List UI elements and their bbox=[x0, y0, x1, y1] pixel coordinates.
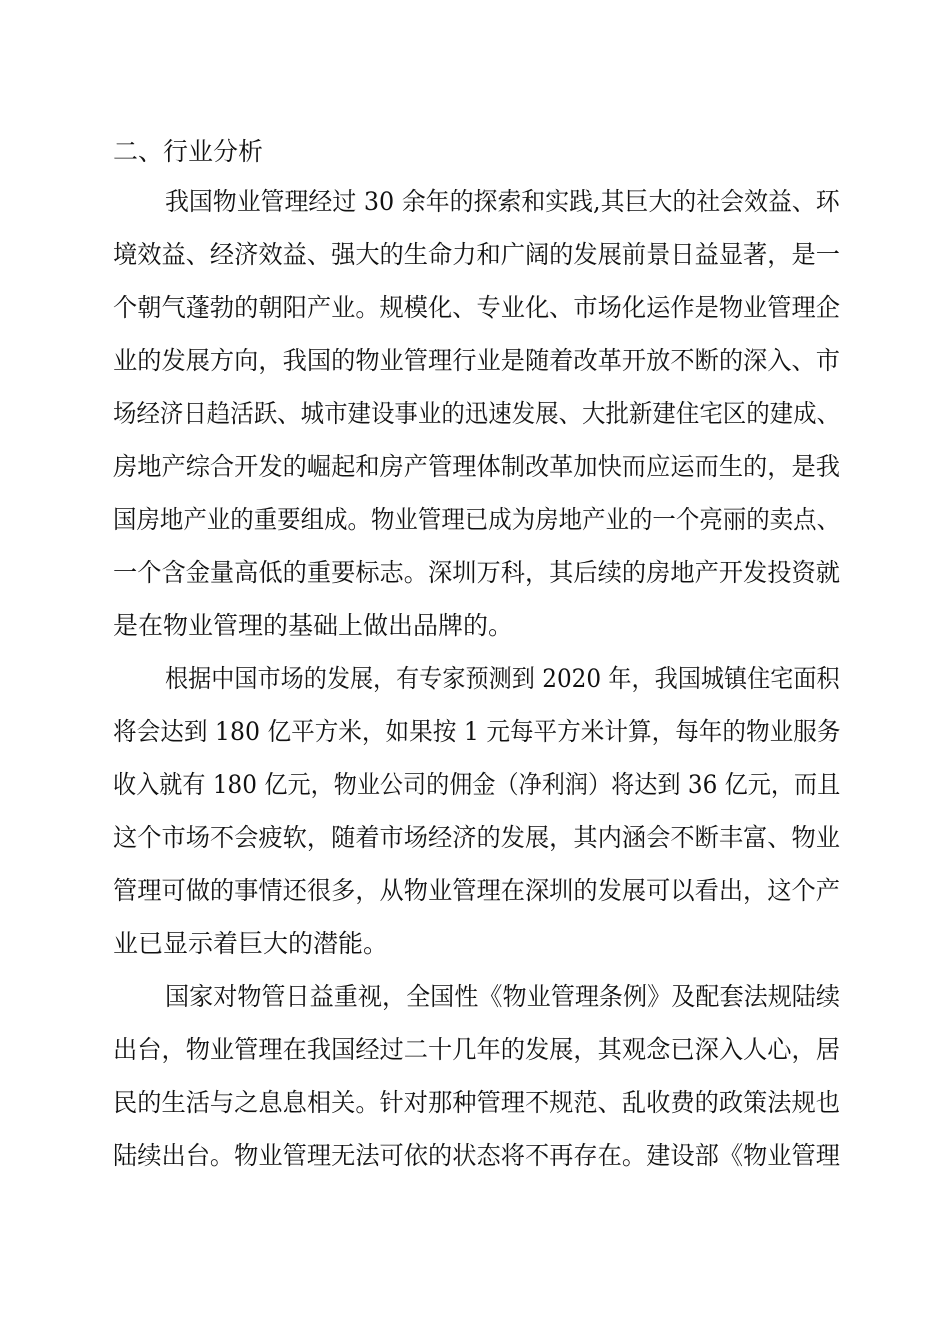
paragraph-1-line-2: 境效益、经济效益、强大的生命力和广阔的发展前景日益显著，是一 bbox=[113, 240, 840, 269]
paragraph-2-line-2: 将会达到 180 亿平方米，如果按 1 元每平方米计算，每年的物业服务 bbox=[113, 717, 841, 746]
paragraph-1-line-3: 个朝气蓬勃的朝阳产业。规模化、专业化、市场化运作是物业管理企 bbox=[113, 293, 840, 322]
paragraph-1-line-6: 房地产综合开发的崛起和房产管理体制改革加快而应运而生的，是我 bbox=[113, 452, 840, 481]
section-heading: 二、行业分析 bbox=[113, 137, 264, 166]
paragraph-3-line-3: 民的生活与之息息相关。针对那种管理不规范、乱收费的政策法规也 bbox=[113, 1088, 840, 1117]
paragraph-1-line-9: 是在物业管理的基础上做出品牌的。 bbox=[113, 611, 514, 640]
paragraph-3-line-2: 出台，物业管理在我国经过二十几年的发展，其观念已深入人心，居 bbox=[113, 1035, 840, 1064]
paragraph-1-line-7: 国房地产业的重要组成。物业管理已成为房地产业的一个亮丽的卖点、 bbox=[113, 505, 841, 534]
paragraph-2-line-1: 根据中国市场的发展，有专家预测到 2020 年，我国城镇住宅面积 bbox=[165, 664, 840, 693]
paragraph-1-line-4: 业的发展方向，我国的物业管理行业是随着改革开放不断的深入、市 bbox=[113, 346, 840, 375]
paragraph-1-line-8: 一个含金量高低的重要标志。深圳万科，其后续的房地产开发投资就 bbox=[113, 558, 840, 587]
paragraph-2-line-4: 这个市场不会疲软，随着市场经济的发展，其内涵会不断丰富、物业 bbox=[113, 823, 840, 852]
paragraph-2-line-3: 收入就有 180 亿元，物业公司的佣金（净利润）将达到 36 亿元，而且 bbox=[113, 770, 841, 799]
paragraph-2-line-5: 管理可做的事情还很多，从物业管理在深圳的发展可以看出，这个产 bbox=[113, 876, 840, 905]
paragraph-3-line-4: 陆续出台。物业管理无法可依的状态将不再存在。建设部《物业管理 bbox=[113, 1141, 840, 1170]
paragraph-1-line-5: 场经济日趋活跃、城市建设事业的迅速发展、大批新建住宅区的建成、 bbox=[113, 399, 841, 428]
paragraph-1-line-1: 我国物业管理经过 30 余年的探索和实践,其巨大的社会效益、环 bbox=[165, 187, 840, 216]
paragraph-3-line-1: 国家对物管日益重视，全国性《物业管理条例》及配套法规陆续 bbox=[165, 982, 841, 1011]
paragraph-2-line-6: 业已显示着巨大的潜能。 bbox=[113, 929, 389, 958]
